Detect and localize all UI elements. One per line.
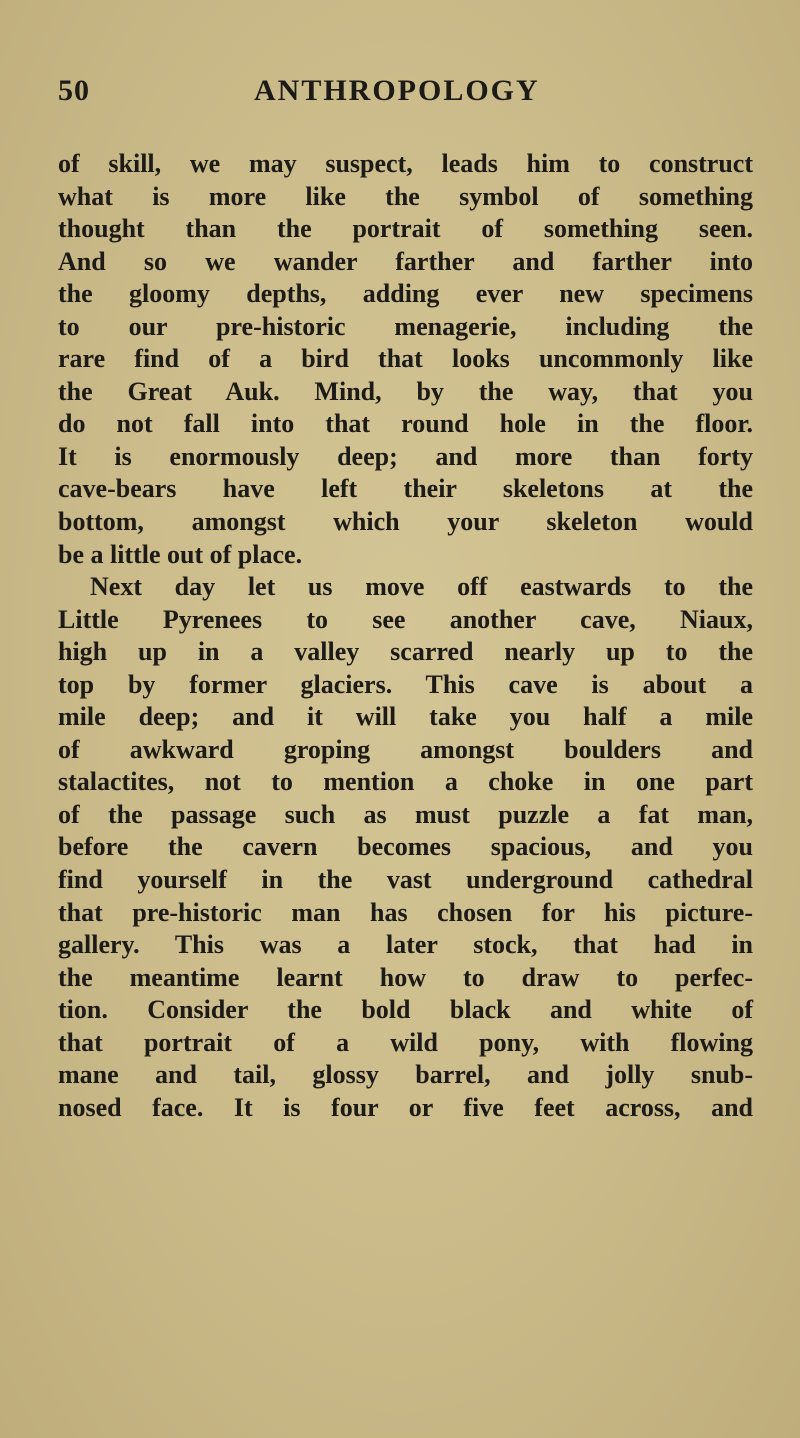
text-line: gallery. This was a later stock, that had in	[58, 930, 753, 960]
paragraph-start-line: Next day let us move off eastwards to the	[90, 572, 753, 602]
text-line: to our pre-historic menagerie, including the	[58, 311, 753, 341]
page-header	[58, 74, 748, 118]
body-text	[58, 148, 753, 1124]
text-line: of the passage such as must puzzle a fat man,	[58, 799, 753, 829]
running-head: ANTHROPOLOGY	[254, 74, 540, 107]
text-line: cave-bears have left their skeletons at the	[58, 474, 753, 504]
text-line: mane and tail, glossy barrel, and jolly snub-	[58, 1060, 753, 1090]
text-line: of skill, we may suspect, leads him to construct	[58, 149, 753, 178]
text-line: the meantime learnt how to draw to perfec-	[58, 962, 753, 992]
text-line: rare find of a bird that looks uncommonly like	[58, 344, 753, 374]
text-line: It is enormously deep; and more than forty	[58, 441, 753, 471]
text-line: that portrait of a wild pony, with flowing	[58, 1027, 753, 1057]
text-line: bottom, amongst which your skeleton would	[58, 507, 753, 537]
page-number: 50	[58, 74, 90, 107]
text-line: nosed face. It is four or five feet across, and	[58, 1092, 753, 1122]
text-line: mile deep; and it will take you half a mile	[58, 702, 753, 732]
paragraph-end-line: be a little out of place.	[58, 539, 303, 569]
text-line: top by former glaciers. This cave is about a	[58, 669, 753, 699]
text-line: that pre-historic man has chosen for his picture-	[58, 897, 753, 927]
text-line: of awkward groping amongst boulders and	[58, 734, 753, 764]
text-line: And so we wander farther and farther into	[58, 246, 753, 276]
text-line: find yourself in the vast underground cathedral	[58, 865, 753, 895]
text-line: Little Pyrenees to see another cave, Niaux,	[58, 604, 753, 634]
text-line: stalactites, not to mention a choke in one part	[58, 767, 753, 797]
text-line: high up in a valley scarred nearly up to the	[58, 637, 753, 667]
text-line: tion. Consider the bold black and white of	[58, 995, 753, 1025]
text-line: thought than the portrait of something seen.	[58, 214, 753, 244]
text-line: the Great Auk. Mind, by the way, that you	[58, 376, 753, 406]
text-line: what is more like the symbol of something	[58, 181, 753, 211]
text-line: before the cavern becomes spacious, and you	[58, 832, 753, 862]
text-line: the gloomy depths, adding ever new specimens	[58, 279, 753, 309]
text-line: do not fall into that round hole in the floor.	[58, 409, 753, 439]
